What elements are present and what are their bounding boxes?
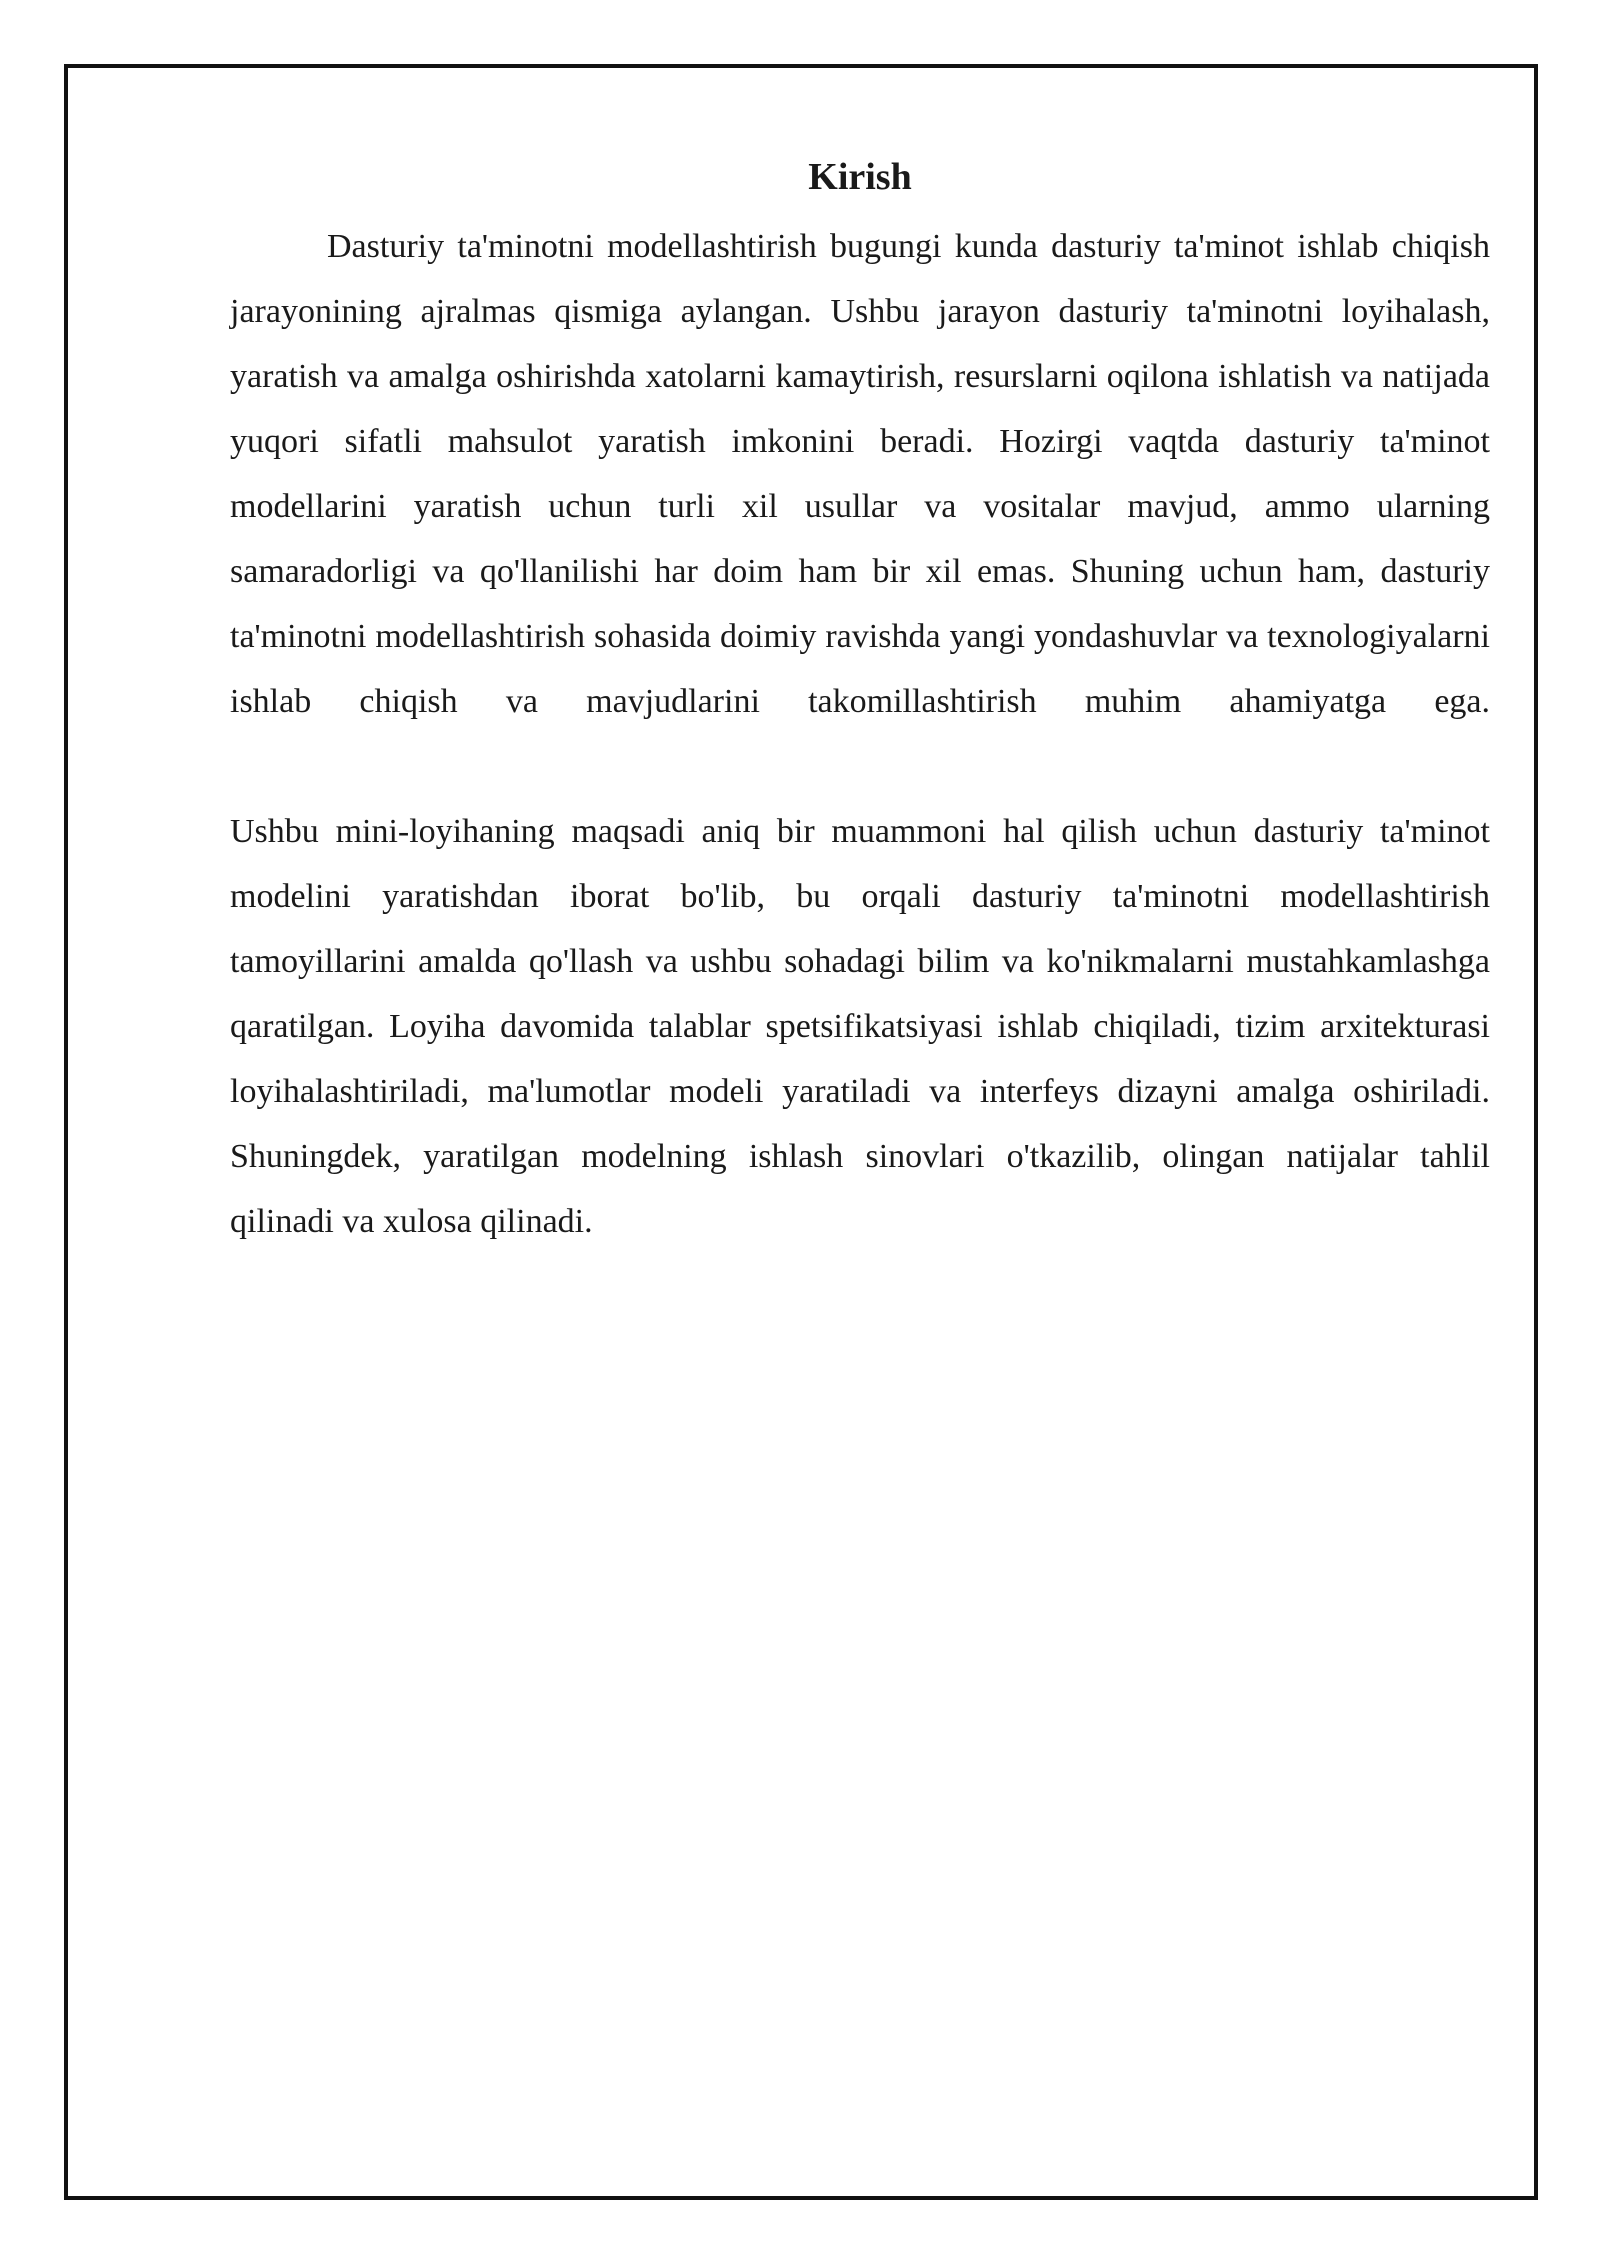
section-title: Kirish [808, 156, 912, 198]
paragraph-intro: Dasturiy ta'minotni modellashtirish bugungi kunda dasturiy ta'minot ishlab chiqish jarayonining ajralmas qismiga aylangan. Ushbu jarayon dasturiy ta'minotni loyihalash, yaratish va amalga oshirishda xatolarni kamaytirish, resurslarni oqilona ishlatish va natijada yuqori sifatli mahsulot yaratish imkonini beradi. Hozirgi vaqtda dasturiy ta'minot modellarini yaratish uchun turli xil usullar va vositalar mavjud, ammo ularning samaradorligi va qo'llanilishi har doim ham bir xil emas. Shuning uchun ham, dasturiy ta'minotni modellashtirish sohasida doimiy ravishda yangi yondashuvlar va texnologiyalarni ishlab chiqish va mavjudlarini takomillashtirish muhim ahamiyatga ega. [230, 228, 1490, 720]
paragraph-goal: Ushbu mini-loyihaning maqsadi aniq bir muammoni hal qilish uchun dasturiy ta'minot modelini yaratishdan iborat bo'lib, bu orqali dasturiy ta'minotni modellashtirish tamoyillarini amalda qo'llash va ushbu sohadagi bilim va ko'nikmalarni mustahkamlashga qaratilgan. Loyiha davomida talablar spetsifikatsiyasi ishlab chiqiladi, tizim arxitekturasi loyihalashtiriladi, ma'lumotlar modeli yaratiladi va interfeys dizayni amalga oshiriladi. Shuningdek, yaratilgan modelning ishlash sinovlari o'tkazilib, olingan natijalar tahlil qilinadi va xulosa qilinadi. [230, 813, 1490, 1240]
paragraph-spacer [230, 734, 1490, 799]
document-body [230, 150, 1490, 1254]
